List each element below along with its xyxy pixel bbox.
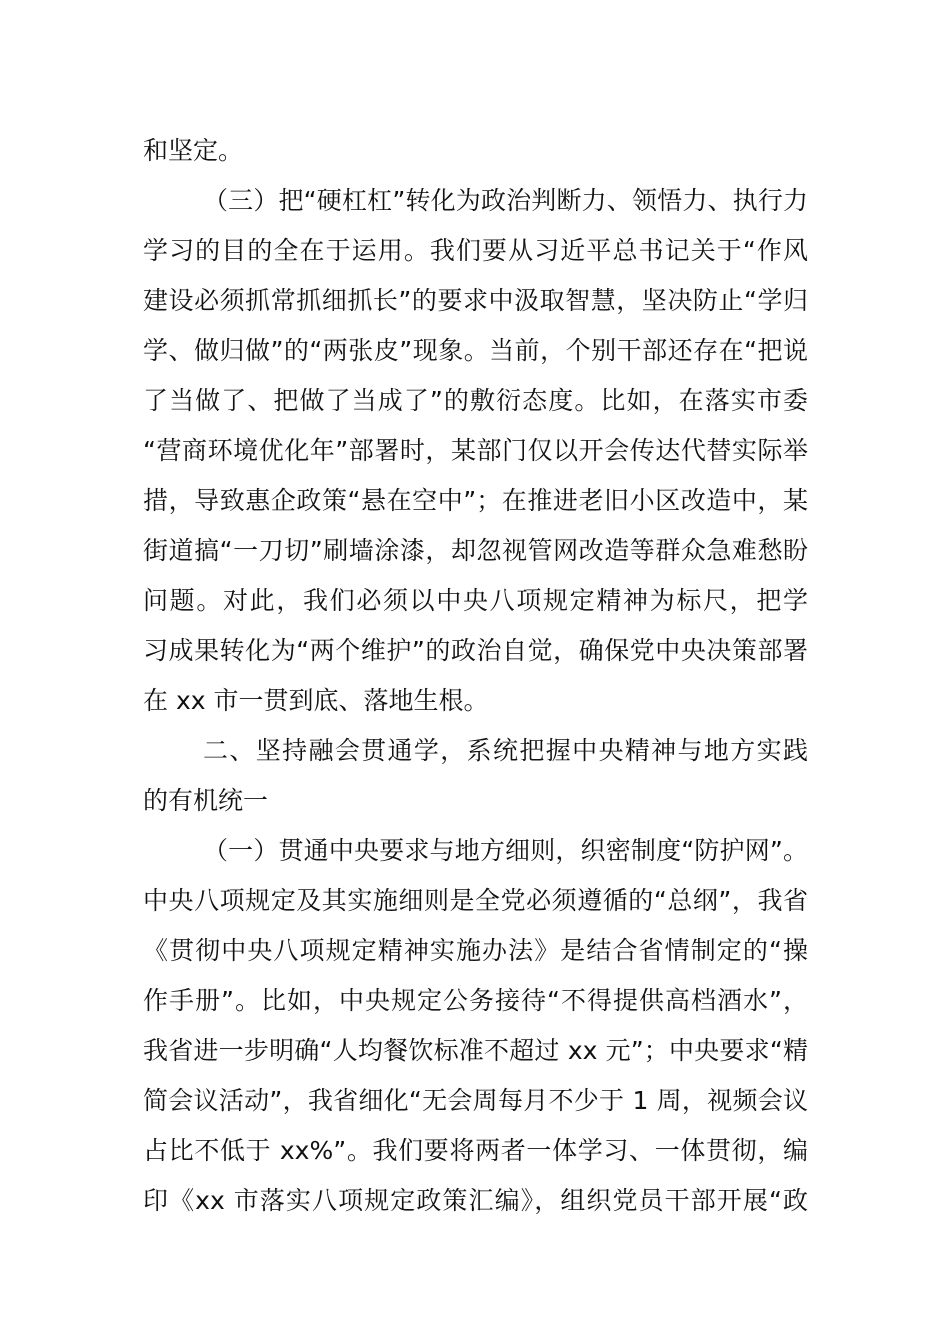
text-line: 印《xx 市落实八项规定政策汇编》，组织党员干部开展“政 [143,1186,808,1215]
text-line: 学习的目的全在于运用。我们要从习近平总书记关于“作风 [143,236,808,265]
text-line: 街道搞“一刀切”刷墙涂漆，却忽视管网改造等群众急难愁盼 [143,536,808,565]
text-line: “营商环境优化年”部署时，某部门仅以开会传达代替实际举 [143,436,808,465]
text-line: 中央八项规定及其实施细则是全党必须遵循的“总纲”，我省 [143,886,808,915]
text-line: 《贯彻中央八项规定精神实施办法》是结合省情制定的“操 [143,936,808,965]
text-line: （三）把“硬杠杠”转化为政治判断力、领悟力、执行力 [203,186,808,215]
text-line: （一）贯通中央要求与地方细则，织密制度“防护网”。 [203,836,808,865]
text-line: 问题。对此，我们必须以中央八项规定精神为标尺，把学 [143,586,808,615]
text-line: 措，导致惠企政策“悬在空中”；在推进老旧小区改造中，某 [143,486,808,515]
text-line: 习成果转化为“两个维护”的政治自觉，确保党中央决策部署 [143,636,808,665]
text-line: 我省进一步明确“人均餐饮标准不超过 xx 元”；中央要求“精 [143,1036,808,1065]
text-line: 了当做了、把做了当成了”的敷衍态度。比如，在落实市委 [143,386,808,415]
text-line: 和坚定。 [143,136,244,165]
text-line: 建设必须抓常抓细抓长”的要求中汲取智慧，坚决防止“学归 [143,286,808,315]
text-line: 简会议活动”，我省细化“无会周每月不少于 1 周，视频会议 [143,1086,808,1115]
body-text [143,126,808,1226]
text-line: 占比不低于 xx%”。我们要将两者一体学习、一体贯彻，编 [143,1136,808,1165]
text-line: 在 xx 市一贯到底、落地生根。 [143,686,489,715]
text-line: 学、做归做”的“两张皮”现象。当前，个别干部还存在“把说 [143,336,808,365]
text-line: 作手册”。比如，中央规定公务接待“不得提供高档酒水”， [143,986,808,1015]
text-line: 二、坚持融会贯通学，系统把握中央精神与地方实践 [203,736,808,765]
text-line: 的有机统一 [143,786,269,815]
